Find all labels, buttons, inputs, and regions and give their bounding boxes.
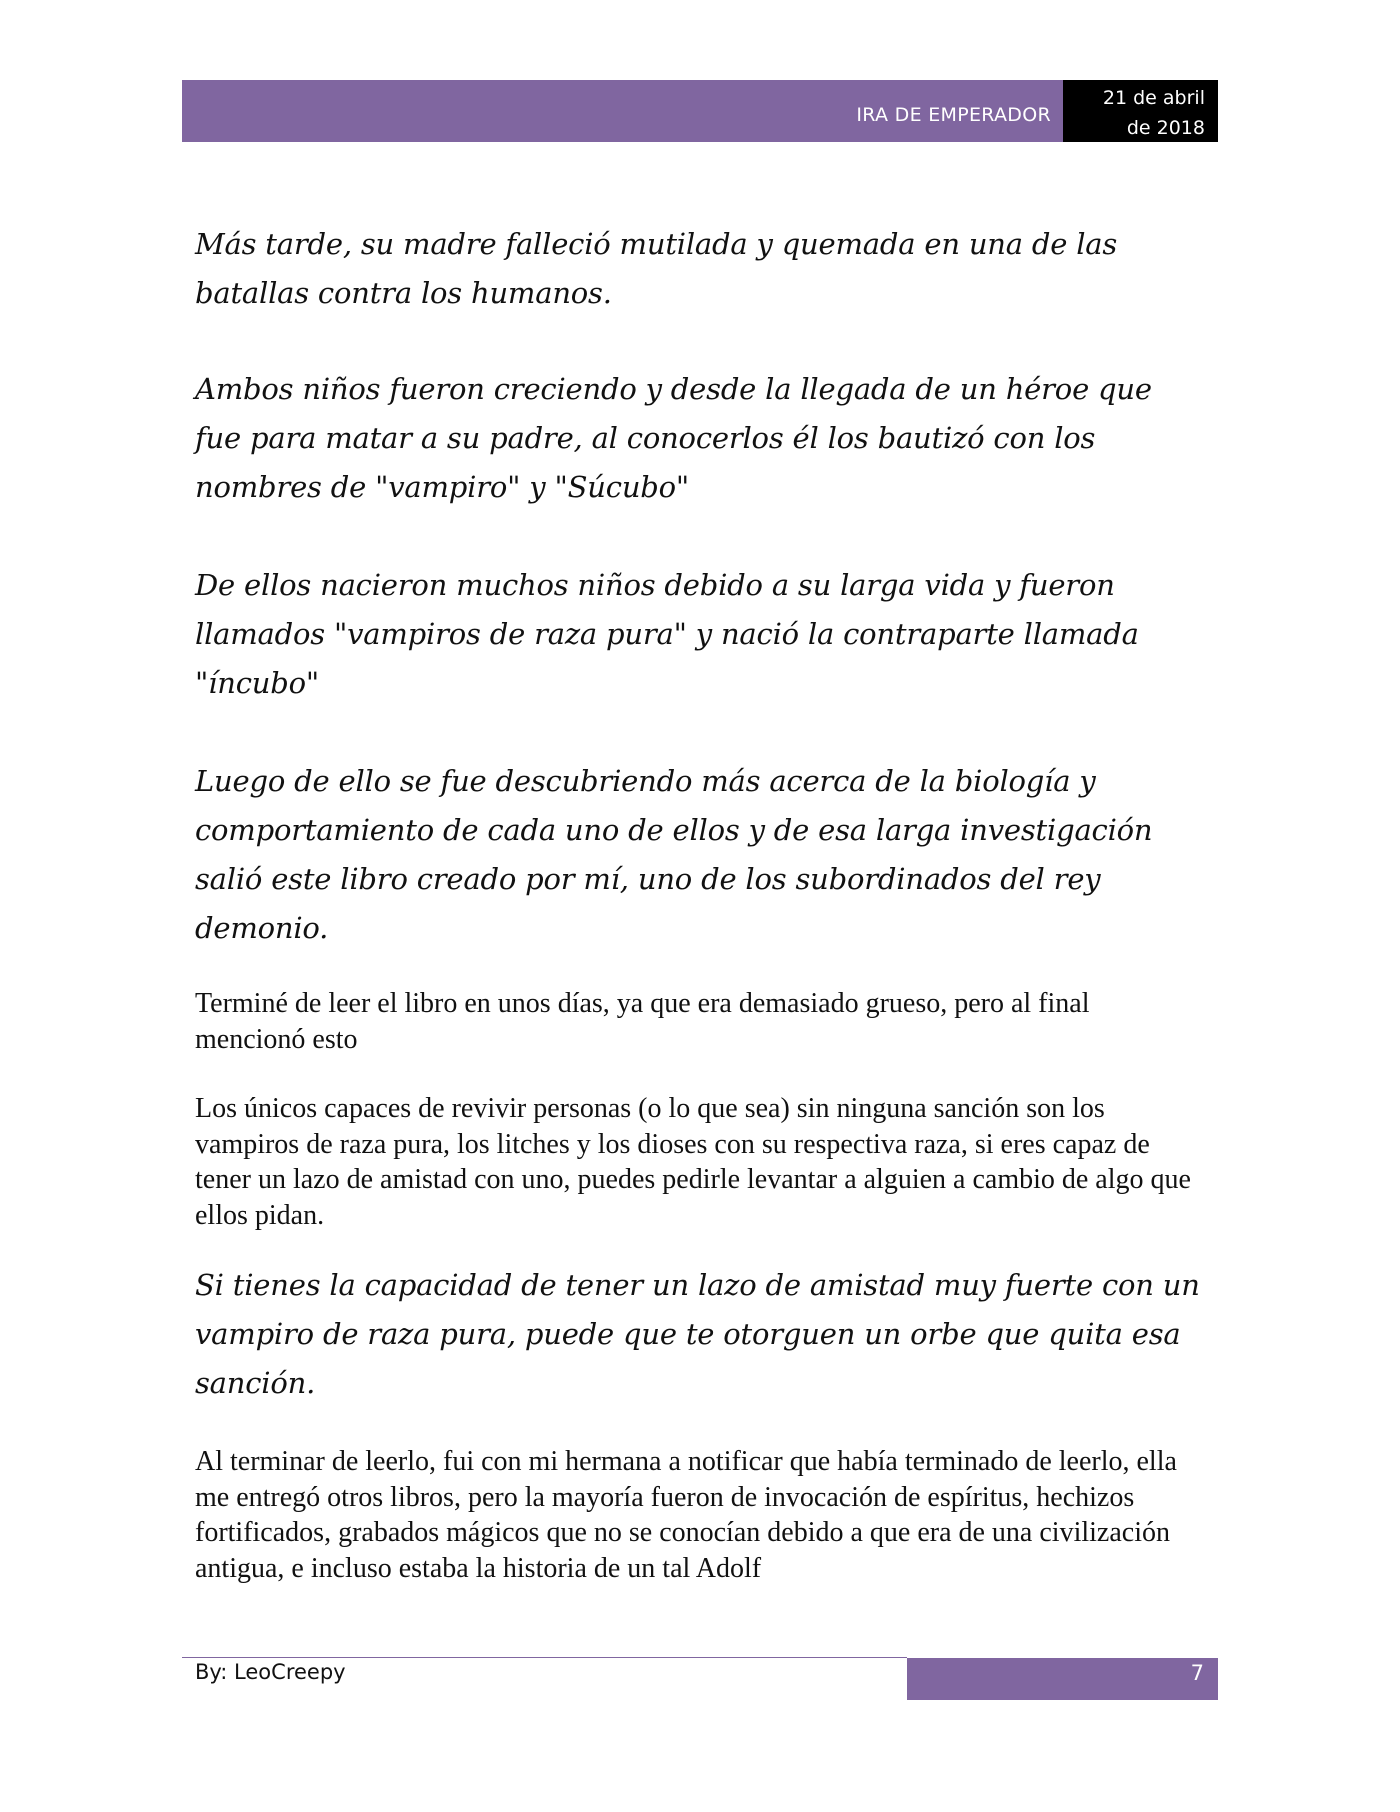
paragraph-script-4: Luego de ello se fue descubriendo más acerca de la biología y comportamiento de cada uno de ellos y de esa larga investigación salió este libro creado por mí, uno de los subordinados del rey demonio. [195, 764, 1153, 945]
date-line-2: de 2018 [1126, 117, 1205, 139]
paragraph-script-5: Si tienes la capacidad de tener un lazo de amistad muy fuerte con un vampiro de raza pura, puede que te otorguen un orbe que quita esa sanción. [195, 1268, 1200, 1400]
book-title: IRA DE EMPERADOR [856, 104, 1051, 126]
footer-author: By: LeoCreepy [195, 1660, 346, 1684]
header-title-box [182, 80, 1063, 142]
page-number: 7 [1190, 1661, 1204, 1685]
paragraph-script-2: Ambos niños fueron creciendo y desde la llegada de un héroe que fue para matar a su padre, al conocerlos él los bautizó con los nombres de "vampiro" y "Súcubo" [195, 372, 1152, 504]
header-date-box [1063, 80, 1218, 142]
page-header [182, 80, 1218, 142]
page-content [195, 220, 1205, 1586]
footer-divider [182, 1657, 907, 1658]
paragraph-prose-1: Terminé de leer el libro en unos días, ya que era demasiado grueso, pero al final mencionó esto [195, 988, 1090, 1055]
page-number-box [907, 1658, 1218, 1700]
paragraph-script-3: De ellos nacieron muchos niños debido a su larga vida y fueron llamados "vampiros de raza pura" y nació la contraparte llamada "íncubo" [195, 568, 1139, 700]
paragraph-prose-2: Los únicos capaces de revivir personas (o lo que sea) sin ninguna sanción son los vampiros de raza pura, los litches y los dioses con su respectiva raza, si eres capaz de tener un lazo de amistad con uno, puedes pedirle levantar a alguien a cambio de algo que ellos pidan. [195, 1093, 1191, 1231]
paragraph-prose-3: Al terminar de leerlo, fui con mi hermana a notificar que había terminado de leerlo, ella me entregó otros libros, pero la mayoría fueron de invocación de espíritus, hechizos fortificados, grabados mágicos que no se conocían debido a que era de una civilización antigua, e incluso estaba la historia de un tal Adolf [195, 1446, 1177, 1584]
date-line-1: 21 de abril [1102, 87, 1205, 109]
paragraph-script-1: Más tarde, su madre falleció mutilada y quemada en una de las batallas contra los humanos. [195, 227, 1118, 310]
